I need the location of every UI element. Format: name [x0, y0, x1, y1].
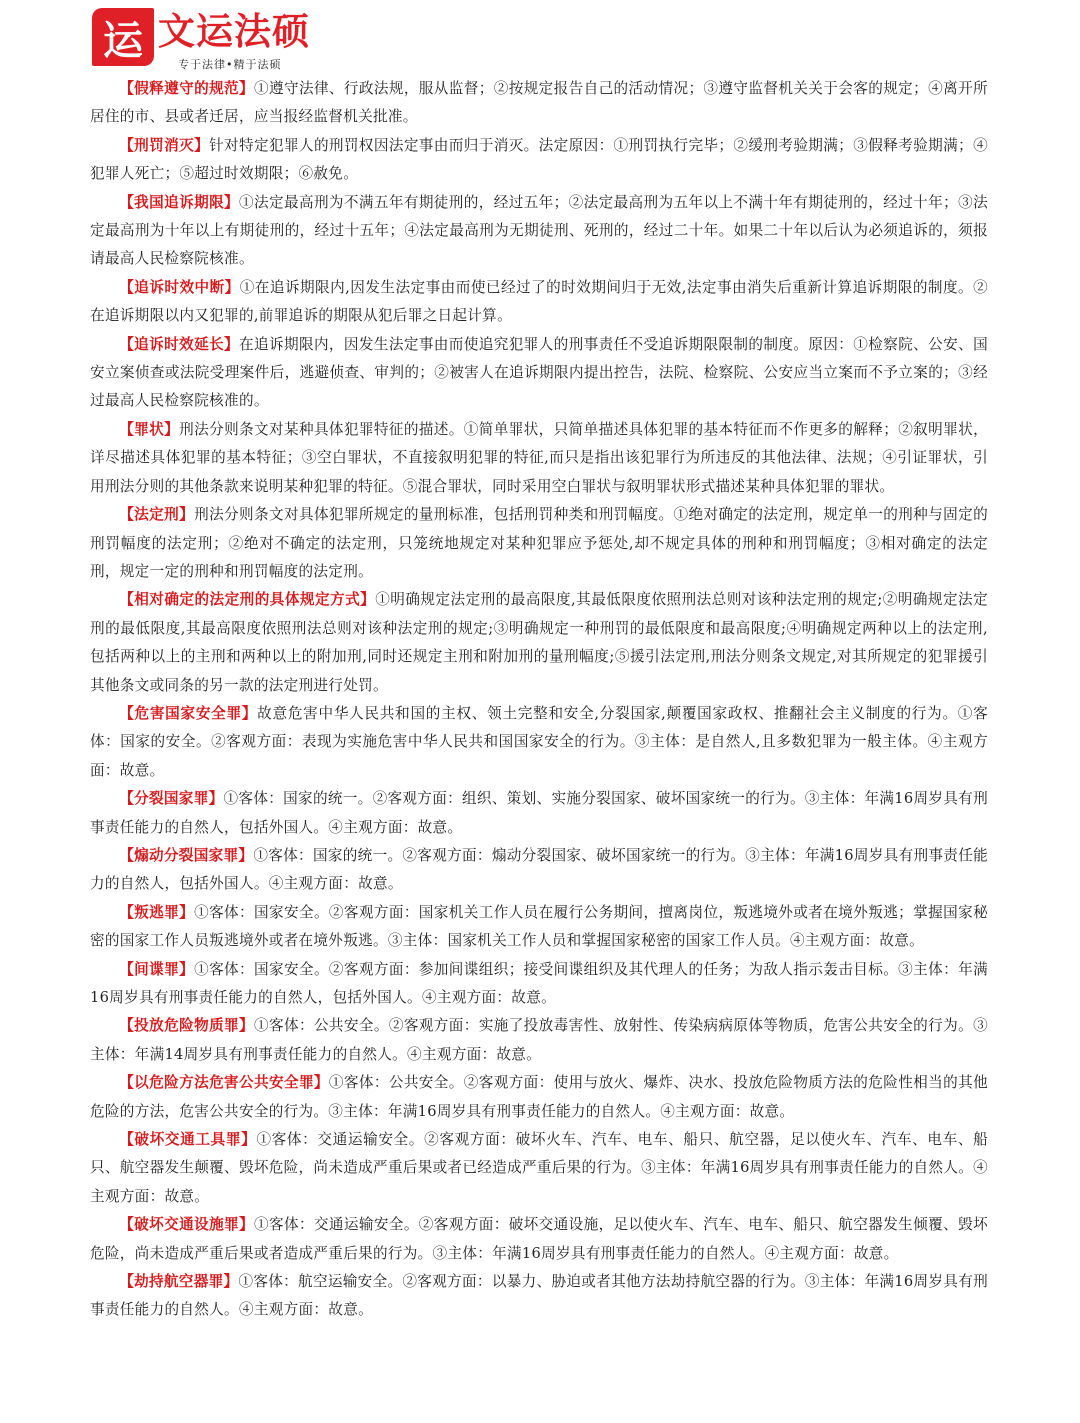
entry-paragraph — [90, 700, 988, 785]
entries-list — [90, 75, 988, 1325]
entry-paragraph — [90, 956, 988, 1013]
entry-text: ①客体：公共安全。②客观方面：实施了投放毒害性、放射性、传染病病原体等物质，危害公共安全的行为。③主体：年满14周岁具有刑事责任能力的自然人。④主观方面：故意。 — [90, 1017, 988, 1063]
entry-paragraph — [90, 274, 988, 331]
brand-logo — [92, 8, 332, 70]
entry-term: 【刑罚消灭】 — [119, 136, 210, 154]
entry-term: 【追诉时效中断】 — [119, 278, 240, 296]
entry-text: ①明确规定法定刑的最高限度,其最低限度依照刑法总则对该种法定刑的规定;②明确规定法定刑的最低限度,其最高限度依照刑法总则对该种法定刑的规定;③明确规定一种刑罚的最低限度和最高限度;④明确规定两种以上的法定刑,包括两种以上的主刑和两种以上的附加刑,同时还规定主刑和附加刑的量刑幅度;⑤援引法定刑,刑法分则条文规定,对其所规定的犯罪援引其他条文或同条的另一款的法定刑进行处罚。 — [90, 591, 988, 694]
entry-text: 故意危害中华人民共和国的主权、领土完整和安全,分裂国家,颠覆国家政权、推翻社会主义制度的行为。①客体：国家的安全。②客观方面：表现为实施危害中华人民共和国国家安全的行为。③主体：是自然人,且多数犯罪为一般主体。④主观方面：故意。 — [90, 704, 989, 779]
entry-paragraph — [90, 842, 988, 899]
entry-text: ①客体：国家安全。②客观方面：参加间谍组织；接受间谍组织及其代理人的任务；为敌人指示轰击目标。③主体：年满16周岁具有刑事责任能力的自然人，包括外国人。④主观方面：故意。 — [90, 960, 988, 1006]
entry-text: 刑法分则条文对具体犯罪所规定的量刑标准，包括刑罚种类和刑罚幅度。①绝对确定的法定刑，规定单一的刑种与固定的刑罚幅度的法定刑；②绝对不确定的法定刑，只笼统地规定对某种犯罪应予惩处,却不规定具体的刑种和刑罚幅度；③相对确定的法定刑，规定一定的刑种和刑罚幅度的法定刑。 — [90, 506, 988, 580]
entry-text: ①客体：公共安全。②客观方面：使用与放火、爆炸、决水、投放危险物质方法的危险性相当的其他危险的方法，危害公共安全的行为。③主体：年满16周岁具有刑事责任能力的自然人。④主观方面：故意。 — [90, 1074, 988, 1120]
entry-text: ①客体：国家的统一。②客观方面：组织、策划、实施分裂国家、破坏国家统一的行为。③主体：年满16周岁具有刑事责任能力的自然人，包括外国人。④主观方面：故意。 — [90, 790, 988, 836]
entry-term: 【叛逃罪】 — [119, 903, 195, 921]
entry-term: 【以危险方法危害公共安全罪】 — [119, 1074, 329, 1092]
entry-paragraph — [90, 189, 988, 274]
entry-paragraph — [90, 75, 988, 132]
entry-term: 【法定刑】 — [119, 506, 195, 524]
entry-text: ①遵守法律、行政法规，服从监督；②按规定报告自己的活动情况；③遵守监督机关关于会客的规定；④离开所居住的市、县或者迁居，应当报经监督机关批准。 — [90, 80, 988, 126]
entry-text: ①法定最高刑为不满五年有期徒刑的，经过五年；②法定最高刑为五年以上不满十年有期徒刑的，经过十年；③法定最高刑为十年以上有期徒刑的，经过十五年；④法定最高刑为无期徒刑、死刑的，经过二十年。如果二十年以后认为必须追诉的，须报请最高人民检察院核准。 — [90, 193, 988, 268]
entry-term: 【间谍罪】 — [119, 960, 195, 978]
entry-text: 在追诉期限内，因发生法定事由而使追究犯罪人的刑事责任不受追诉期限限制的制度。原因：①检察院、公安、国安立案侦查或法院受理案件后，逃避侦查、审判的；②被害人在追诉期限内提出控告，法院、检察院、公安应当立案而不予立案的；③经过最高人民检察院核准的。 — [90, 335, 988, 410]
entry-term: 【危害国家安全罪】 — [119, 704, 258, 722]
entry-paragraph — [90, 416, 988, 501]
entry-paragraph — [90, 899, 988, 956]
entry-paragraph — [90, 1012, 988, 1069]
logo-title: 文运法硕 — [158, 10, 310, 53]
entry-paragraph — [90, 785, 988, 842]
entry-paragraph — [90, 501, 988, 586]
entry-text: ①客体：航空运输安全。②客观方面：以暴力、胁迫或者其他方法劫持航空器的行为。③主体：年满16周岁具有刑事责任能力的自然人。④主观方面：故意。 — [90, 1273, 988, 1319]
entry-term: 【相对确定的法定刑的具体规定方式】 — [119, 591, 376, 609]
entry-paragraph — [90, 1211, 988, 1268]
entry-term: 【破坏交通工具罪】 — [119, 1131, 257, 1149]
entry-term: 【罪状】 — [119, 420, 180, 438]
entry-text: ①客体：交通运输安全。②客观方面：破坏火车、汽车、电车、船只、航空器，足以使火车、汽车、电车、船只、航空器发生颠覆、毁坏危险，尚未造成严重后果或者已经造成严重后果的行为。③主体：年满16周岁具有刑事责任能力的自然人。④主观方面：故意。 — [90, 1131, 989, 1205]
entry-term: 【假释遵守的规范】 — [119, 80, 255, 97]
entry-paragraph — [90, 1126, 988, 1211]
entry-term: 【我国追诉期限】 — [119, 193, 240, 211]
entry-text: 针对特定犯罪人的刑罚权因法定事由而归于消灭。法定原因：①刑罚执行完毕；②缓刑考验期满；③假释考验期满；④犯罪人死亡；⑤超过时效期限；⑥赦免。 — [90, 136, 988, 183]
entry-text: ①在追诉期限内,因发生法定事由而使已经过了的时效期间归于无效,法定事由消失后重新计算追诉期限的制度。②在追诉期限以内又犯罪的,前罪追诉的期限从犯后罪之日起计算。 — [90, 278, 988, 325]
entry-paragraph — [90, 586, 988, 700]
entry-paragraph — [90, 132, 988, 189]
entry-paragraph — [90, 1069, 988, 1126]
logo-mark-icon: 运 — [92, 8, 154, 66]
entry-term: 【追诉时效延长】 — [119, 335, 240, 353]
entry-term: 【劫持航空器罪】 — [119, 1273, 239, 1291]
entry-term: 【分裂国家罪】 — [119, 790, 224, 808]
entry-text: 刑法分则条文对某种具体犯罪特征的描述。①简单罪状，只简单描述具体犯罪的基本特征而不作更多的解释；②叙明罪状，详尽描述具体犯罪的基本特征；③空白罪状，不直接叙明犯罪的特征,而只是指出该犯罪行为所违反的其他法律、法规；④引证罪状，引用刑法分则的其他条款来说明某种犯罪的特征。⑤混合罪状，同时采用空白罪状与叙明罪状形式描述某种具体犯罪的罪状。 — [90, 420, 988, 495]
entry-paragraph — [90, 331, 988, 416]
logo-slogan: 专于法律•精于法硕 — [178, 58, 282, 71]
entry-text: ①客体：国家的统一。②客观方面：煽动分裂国家、破坏国家统一的行为。③主体：年满16周岁具有刑事责任能力的自然人，包括外国人。④主观方面：故意。 — [90, 846, 988, 893]
entry-text: ①客体：交通运输安全。②客观方面：破坏交通设施，足以使火车、汽车、电车、船只、航空器发生倾覆、毁坏危险，尚未造成严重后果或者造成严重后果的行为。③主体：年满16周岁具有刑事责任能力的自然人。④主观方面：故意。 — [90, 1216, 988, 1262]
entry-text: ①客体：国家安全。②客观方面：国家机关工作人员在履行公务期间，擅离岗位，叛逃境外或者在境外叛逃；掌握国家秘密的国家工作人员叛逃境外或者在境外叛逃。③主体：国家机关工作人员和掌握国家秘密的国家工作人员。④主观方面：故意。 — [90, 903, 988, 950]
entry-term: 【投放危险物质罪】 — [119, 1017, 255, 1035]
entry-term: 【煽动分裂国家罪】 — [119, 846, 254, 864]
entry-term: 【破坏交通设施罪】 — [119, 1216, 255, 1234]
entry-paragraph — [90, 1268, 988, 1325]
